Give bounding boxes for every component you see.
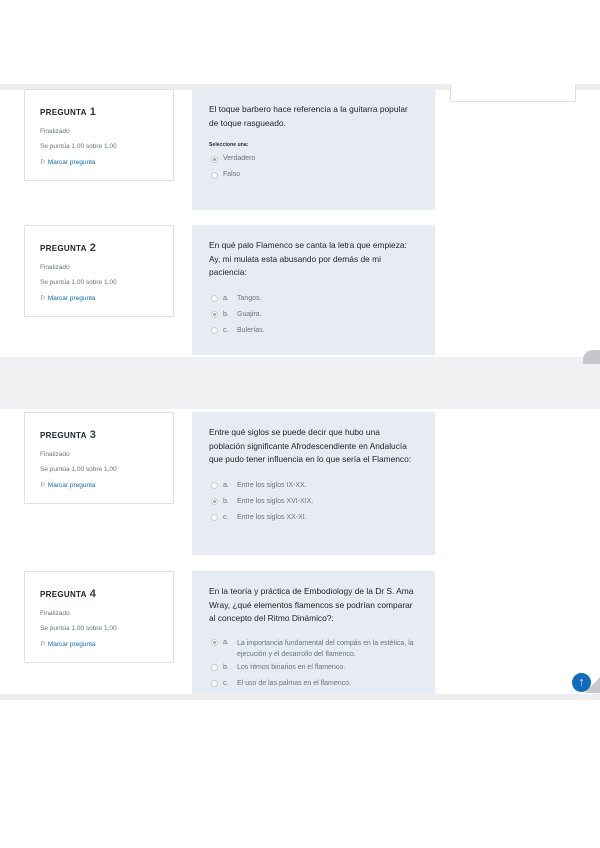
radio-button[interactable]: [211, 664, 218, 671]
question-content-4: [192, 571, 435, 694]
question-title: PREGUNTA 2: [40, 242, 96, 254]
question-grade: Se puntúa 1,00 sobre 1,00: [40, 625, 117, 632]
flag-question-link[interactable]: ⚐ Marcar pregunta: [40, 482, 96, 489]
arrow-up-icon[interactable]: ↑: [572, 673, 591, 692]
question-title: PREGUNTA 1: [40, 106, 96, 118]
flag-question-link[interactable]: ⚐ Marcar pregunta: [40, 159, 96, 166]
question-text: En la teoría y práctica de Embodiology de la Dr S. Ama Wray, ¿qué elementos flamencos se podrían comparar al concepto del Ritmo Dinámico?:: [209, 586, 414, 624]
radio-button[interactable]: [211, 680, 218, 687]
question-info-3: [24, 412, 174, 504]
question-info-2: [24, 225, 174, 317]
flag-icon: ⚐: [40, 159, 46, 166]
flag-question-link[interactable]: ⚐ Marcar pregunta: [40, 641, 96, 648]
answer-list: [209, 154, 418, 179]
answer-option-falso[interactable]: Falso: [211, 170, 418, 179]
question-state: Finalizado: [40, 610, 70, 617]
radio-button-selected[interactable]: [211, 639, 218, 646]
question-info-1: [24, 89, 174, 181]
flag-question-link[interactable]: ⚐ Marcar pregunta: [40, 295, 96, 302]
question-state: Finalizado: [40, 451, 70, 458]
question-title: PREGUNTA 3: [40, 429, 96, 441]
answer-option-c[interactable]: c. Bulerías.: [211, 326, 418, 335]
question-content-1: [192, 89, 435, 210]
radio-button[interactable]: [211, 172, 218, 179]
answer-list: [209, 294, 418, 335]
answer-option-verdadero[interactable]: Verdadero: [211, 154, 418, 163]
answer-option-c[interactable]: c. El uso de las palmas en el flamenco.: [211, 679, 418, 688]
overlay-edge-shape: [583, 350, 600, 364]
flag-icon: ⚐: [40, 641, 46, 648]
answer-option-c[interactable]: c. Entre los siglos XX-XI.: [211, 513, 418, 522]
answer-option-b[interactable]: b. Los ritmos binarios en el flamenco.: [211, 663, 418, 672]
answer-option-b[interactable]: b. Entre los siglos XVI-XIX.: [211, 497, 418, 506]
answer-list: [209, 481, 418, 522]
radio-button[interactable]: [211, 327, 218, 334]
page-break-middle: [0, 357, 600, 409]
flag-icon: ⚐: [40, 295, 46, 302]
question-state: Finalizado: [40, 264, 70, 271]
question-title: PREGUNTA 4: [40, 588, 96, 600]
question-content-3: [192, 412, 435, 555]
answer-prompt: Seleccione una:: [209, 142, 249, 149]
page-break-bottom: [0, 694, 600, 700]
answer-option-b[interactable]: b. Guajira.: [211, 310, 418, 319]
answer-option-a[interactable]: a. La importancia fundamental del compás en la estética, la ejecución y el desarrollo del flamenco.: [211, 638, 418, 660]
radio-button-selected[interactable]: [211, 311, 218, 318]
answer-option-a[interactable]: a. Tangos.: [211, 294, 418, 303]
answer-option-a[interactable]: a. Entre los siglos IX-XX.: [211, 481, 418, 490]
flag-icon: ⚐: [40, 482, 46, 489]
radio-button[interactable]: [211, 514, 218, 521]
radio-button-selected[interactable]: [211, 156, 218, 163]
question-info-4: [24, 571, 174, 663]
question-text: Entre qué siglos se puede decir que hubo una población significante Afrodescendiente en Andalucía que pudo tener influencia en lo que sería el Flamenco:: [209, 427, 412, 465]
answer-list: [209, 638, 418, 688]
question-content-2: [192, 225, 435, 355]
radio-button[interactable]: [211, 482, 218, 489]
question-grade: Se puntúa 1,00 sobre 1,00: [40, 466, 117, 473]
question-state: Finalizado: [40, 128, 70, 135]
question-text: En qué palo Flamenco se canta la letra que empieza: Ay, mi mulata esta abusando por demás de mi paciencia:: [209, 240, 407, 278]
question-grade: Se puntúa 1,00 sobre 1,00: [40, 143, 117, 150]
question-grade: Se puntúa 1,00 sobre 1,00: [40, 279, 117, 286]
radio-button[interactable]: [211, 295, 218, 302]
question-text: El toque barbero hace referencia a la guitarra popular de toque rasgueado.: [209, 104, 408, 128]
quiz-navigation-block: [450, 84, 576, 102]
radio-button-selected[interactable]: [211, 498, 218, 505]
